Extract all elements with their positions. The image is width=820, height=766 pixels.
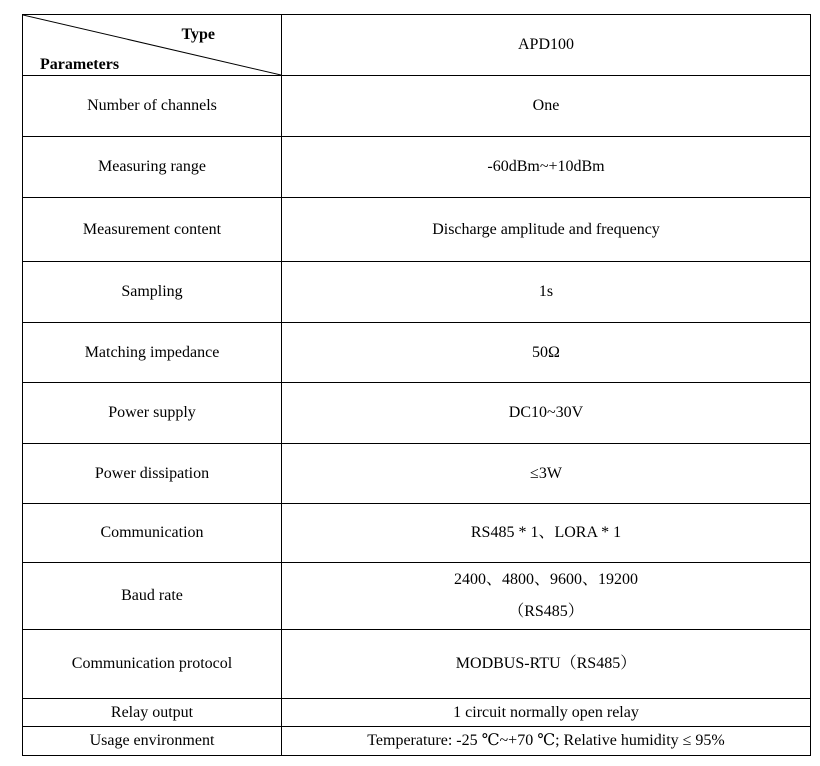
param-cell: Communication [23,504,282,563]
value-cell: DC10~30V [282,383,811,444]
value-cell: One [282,76,811,137]
param-cell: Matching impedance [23,323,282,383]
value-line: （RS485） [508,603,584,620]
table-row [23,563,811,630]
table-row [23,444,811,504]
value-cell [282,563,811,630]
value-cell: 1 circuit normally open relay [282,699,811,727]
type-label: Type [181,26,215,43]
value-cell: ≤3W [282,444,811,504]
param-cell: Communication protocol [23,630,282,699]
param-cell: Power dissipation [23,444,282,504]
value-line: 2400、4800、9600、19200 [453,571,638,588]
table-row [23,198,811,262]
value-cell: -60dBm~+10dBm [282,137,811,198]
table-row [23,727,811,756]
param-cell: Power supply [23,383,282,444]
diagonal-header-cell [23,15,282,76]
table-row [23,630,811,699]
model-cell: APD100 [282,15,811,76]
table-row [23,383,811,444]
spec-table [22,14,811,756]
table-row [23,323,811,383]
value-cell: 1s [282,262,811,323]
value-cell: 50Ω [282,323,811,383]
param-cell: Measurement content [23,198,282,262]
value-cell: MODBUS-RTU（RS485） [282,630,811,699]
param-cell: Number of channels [23,76,282,137]
parameters-label: Parameters [40,56,120,73]
value-cell: Temperature: -25 ℃~+70 ℃; Relative humidity ≤ 95% [282,727,811,756]
table-row [23,262,811,323]
param-cell: Sampling [23,262,282,323]
value-cell: Discharge amplitude and frequency [282,198,811,262]
param-cell: Baud rate [23,563,282,630]
header-row [23,15,811,76]
table-row [23,76,811,137]
table-row [23,504,811,563]
param-cell: Measuring range [23,137,282,198]
table-row [23,137,811,198]
param-cell: Usage environment [23,727,282,756]
table-row [23,699,811,727]
param-cell: Relay output [23,699,282,727]
value-cell: RS485 * 1、LORA * 1 [282,504,811,563]
